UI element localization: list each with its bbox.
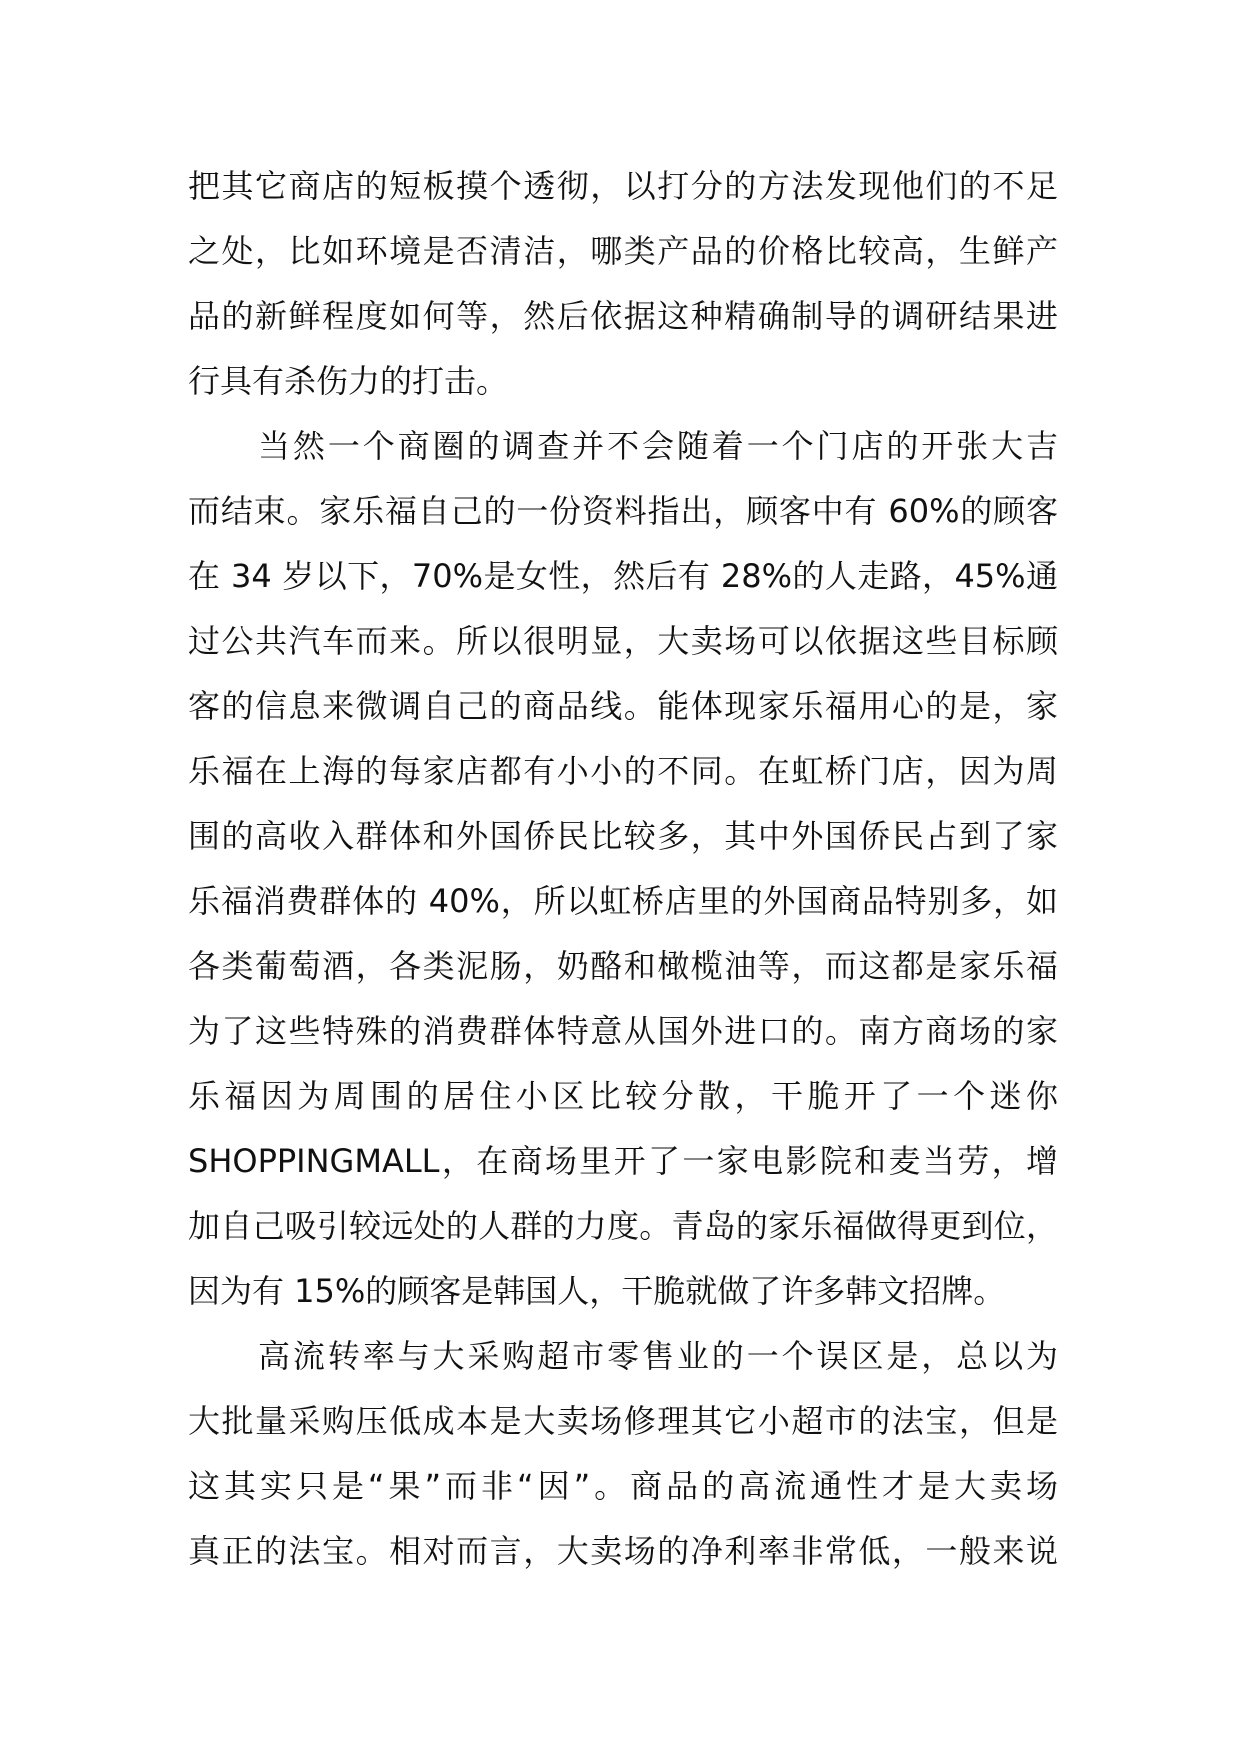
text-line: 高流转率与大采购超市零售业的一个误区是，总以为	[258, 1337, 1058, 1375]
paragraph-1	[188, 154, 1058, 414]
text-line: 乐福消费群体的 40%，所以虹桥店里的外国商品特别多，如	[188, 882, 1058, 920]
text-line: 品的新鲜程度如何等，然后依据这种精确制导的调研结果进	[188, 297, 1058, 335]
text-line: SHOPPINGMALL，在商场里开了一家电影院和麦当劳，增	[188, 1142, 1058, 1180]
text-line: 把其它商店的短板摸个透彻，以打分的方法发现他们的不足	[188, 167, 1058, 205]
text-line: 加自己吸引较远处的人群的力度。青岛的家乐福做得更到位，	[188, 1207, 1058, 1245]
text-line: 乐福因为周围的居住小区比较分散，干脆开了一个迷你	[188, 1077, 1058, 1115]
text-line: 为了这些特殊的消费群体特意从国外进口的。南方商场的家	[188, 1012, 1058, 1050]
text-line: 之处，比如环境是否清洁，哪类产品的价格比较高，生鲜产	[188, 232, 1058, 270]
text-line: 乐福在上海的每家店都有小小的不同。在虹桥门店，因为周	[188, 752, 1058, 790]
text-line: 大批量采购压低成本是大卖场修理其它小超市的法宝，但是	[188, 1402, 1058, 1440]
text-line: 因为有 15%的顾客是韩国人，干脆就做了许多韩文招牌。	[188, 1272, 1006, 1310]
text-line: 各类葡萄酒，各类泥肠，奶酪和橄榄油等，而这都是家乐福	[188, 947, 1058, 985]
text-line: 围的高收入群体和外国侨民比较多，其中外国侨民占到了家	[188, 817, 1058, 855]
text-line: 而结束。家乐福自己的一份资料指出，顾客中有 60%的顾客	[188, 492, 1058, 530]
text-line: 这其实只是“果”而非“因”。商品的高流通性才是大卖场	[188, 1467, 1058, 1505]
text-line: 当然一个商圈的调查并不会随着一个门店的开张大吉	[258, 427, 1058, 465]
text-line: 真正的法宝。相对而言，大卖场的净利率非常低，一般来说	[188, 1532, 1058, 1570]
text-line: 过公共汽车而来。所以很明显，大卖场可以依据这些目标顾	[188, 622, 1058, 660]
text-line: 行具有杀伤力的打击。	[188, 362, 509, 400]
paragraph-3	[188, 1324, 1058, 1584]
paragraph-2	[188, 414, 1058, 1324]
document-body	[188, 154, 1058, 1584]
text-line: 在 34 岁以下，70%是女性，然后有 28%的人走路，45%通	[188, 557, 1058, 595]
text-line: 客的信息来微调自己的商品线。能体现家乐福用心的是，家	[188, 687, 1058, 725]
